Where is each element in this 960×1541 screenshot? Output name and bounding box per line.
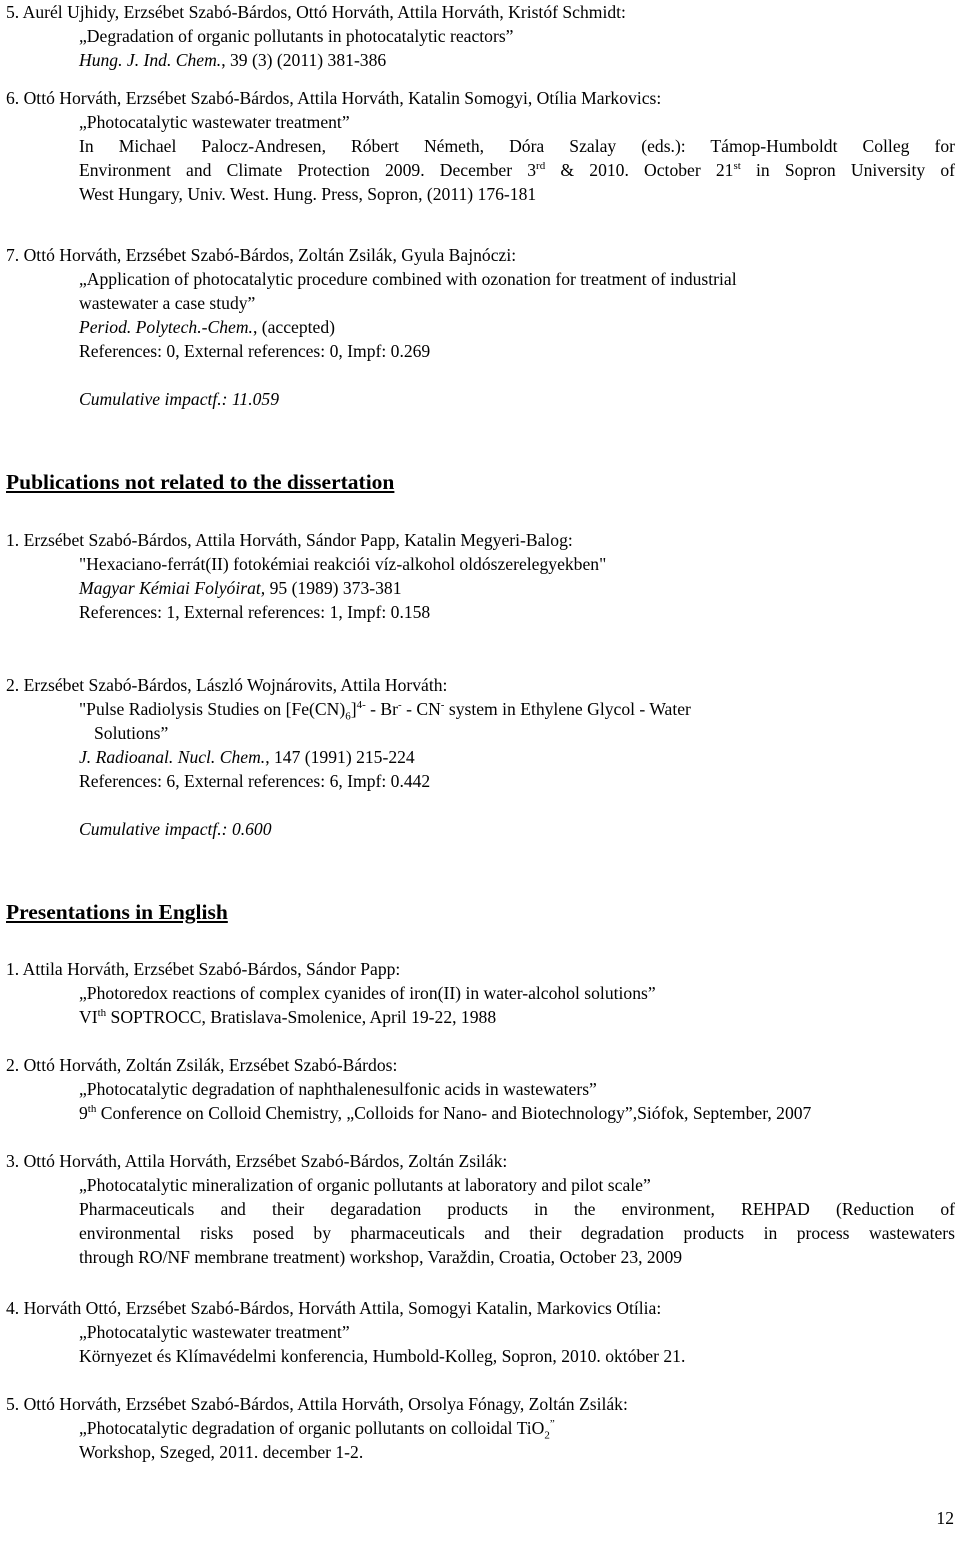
presentation-4-title: „Photocatalytic wastewater treatment” [79, 1322, 350, 1342]
presentation-3-title: „Photocatalytic mineralization of organic pollutants at laboratory and pilot scale” [79, 1175, 651, 1195]
entry-6-authors: 6. Ottó Horváth, Erzsébet Szabó-Bárdos, Attila Horváth, Katalin Somogyi, Otília Markovics: [6, 88, 662, 108]
entry-6-source-line-2: Environment and Climate Protection 2009. December 3rd & 2010. October 21st in Sopron University of [79, 160, 956, 180]
journal-name: J. Radioanal. Nucl. Chem. [79, 747, 266, 767]
unrelated-2-title-line-1: "Pulse Radiolysis Studies on $[Fe(CN)_6]^{4-} - Br^- - CN^-$ system in Ethylene Glycol - Water [79, 699, 691, 723]
entry-5-source [79, 48, 386, 72]
entry-6-title: „Photocatalytic wastewater treatment” [79, 112, 350, 132]
document-page [6, 0, 958, 1541]
presentation-2-venue: 9th Conference on Colloid Chemistry, „Colloids for Nano- and Biotechnology”,Siófok, September, 2007 [79, 1103, 812, 1123]
unrelated-2-source: J. Radioanal. Nucl. Chem., 147 (1991) 215-224 [79, 747, 415, 767]
presentation-4-authors: 4. Horváth Ottó, Erzsébet Szabó-Bárdos, Horváth Attila, Somogyi Katalin, Markovics Otília: [6, 1298, 662, 1318]
journal-name: Magyar Kémiai Folyóirat, [79, 578, 266, 598]
presentation-1-venue: VIth SOPTROCC, Bratislava-Smolenice, April 19-22, 1988 [79, 1007, 497, 1027]
cumulative-impact-factor: Cumulative impactf.: 11.059 [79, 389, 280, 409]
presentation-2-title: „Photocatalytic degradation of naphthalenesulfonic acids in wastewaters” [79, 1079, 597, 1099]
unrelated-1-title: "Hexaciano-ferrát(II) fotokémiai reakciói víz-alkohol oldószerelegyekben" [79, 554, 607, 574]
presentation-3-venue-line-1: Pharmaceuticals and their degaradation products in the environment, REHPAD (Reduction of [79, 1199, 955, 1219]
presentation-3-venue-line-2: environmental risks posed by pharmaceuticals and their degradation products in process wastewaters [79, 1223, 955, 1243]
entry-7-title-line-2: wastewater a case study” [79, 293, 256, 313]
presentation-3-venue-line-3: through RO/NF membrane treatment) workshop, Varaždin, Croatia, October 23, 2009 [79, 1247, 683, 1267]
unrelated-2-title-line-2: Solutions” [94, 723, 169, 743]
page-number: 12 [936, 1508, 954, 1528]
section-heading-unrelated-publications: Publications not related to the dissertation [6, 470, 395, 494]
entry-6-source-line-3: West Hungary, Univ. West. Hung. Press, Sopron, (2011) 176-181 [79, 184, 537, 204]
unrelated-1-references: References: 1, External references: 1, Impf: 0.158 [79, 602, 431, 622]
presentation-5-authors: 5. Ottó Horváth, Erzsébet Szabó-Bárdos, Attila Horváth, Orsolya Fónagy, Zoltán Zsilák: [6, 1394, 628, 1414]
journal-name: Hung. J. Ind. Chem. [79, 50, 222, 70]
entry-5-authors: 5. Aurél Ujhidy, Erzsébet Szabó-Bárdos, Ottó Horváth, Attila Horváth, Kristóf Schmidt: [6, 2, 626, 22]
entry-6-source-line-1: In Michael Palocz-Andresen, Róbert Németh, Dóra Szalay (eds.): Támop-Humboldt Colleg for [79, 136, 955, 156]
citation-details: , 39 (3) (2011) 381-386 [221, 50, 387, 70]
presentation-1-authors: 1. Attila Horváth, Erzsébet Szabó-Bárdos, Sándor Papp: [6, 959, 401, 979]
unrelated-1-authors: 1. Erzsébet Szabó-Bárdos, Attila Horváth, Sándor Papp, Katalin Megyeri-Balog: [6, 530, 573, 550]
section-heading-presentations: Presentations in English [6, 900, 228, 924]
entry-5-title: „Degradation of organic pollutants in photocatalytic reactors” [79, 26, 514, 46]
cumulative-impact-factor: Cumulative impactf.: 0.600 [79, 819, 272, 839]
unrelated-1-source: Magyar Kémiai Folyóirat, 95 (1989) 373-381 [79, 578, 402, 598]
unrelated-2-authors: 2. Erzsébet Szabó-Bárdos, László Wojnárovits, Attila Horváth: [6, 675, 448, 695]
entry-7-title-line-1: „Application of photocatalytic procedure combined with ozonation for treatment of industrial [79, 269, 737, 289]
entry-7-references: References: 0, External references: 0, Impf: 0.269 [79, 341, 431, 361]
entry-7-source: Period. Polytech.-Chem., (accepted) [79, 317, 335, 337]
unrelated-2-references: References: 6, External references: 6, Impf: 0.442 [79, 771, 431, 791]
presentation-5-venue: Workshop, Szeged, 2011. december 1-2. [79, 1442, 364, 1462]
presentation-4-venue: Környezet és Klímavédelmi konferencia, Humbold-Kolleg, Sopron, 2010. október 21. [79, 1346, 686, 1366]
journal-name: Period. Polytech.-Chem. [79, 317, 253, 337]
entry-7-authors: 7. Ottó Horváth, Erzsébet Szabó-Bárdos, Zoltán Zsilák, Gyula Bajnóczi: [6, 245, 517, 265]
presentation-3-authors: 3. Ottó Horváth, Attila Horváth, Erzsébet Szabó-Bárdos, Zoltán Zsilák: [6, 1151, 508, 1171]
presentation-1-title: „Photoredox reactions of complex cyanides of iron(II) in water-alcohol solutions” [79, 983, 656, 1003]
presentation-5-title: „Photocatalytic degradation of organic pollutants on colloidal TiO$_2$” [79, 1418, 555, 1442]
presentation-2-authors: 2. Ottó Horváth, Zoltán Zsilák, Erzsébet Szabó-Bárdos: [6, 1055, 398, 1075]
